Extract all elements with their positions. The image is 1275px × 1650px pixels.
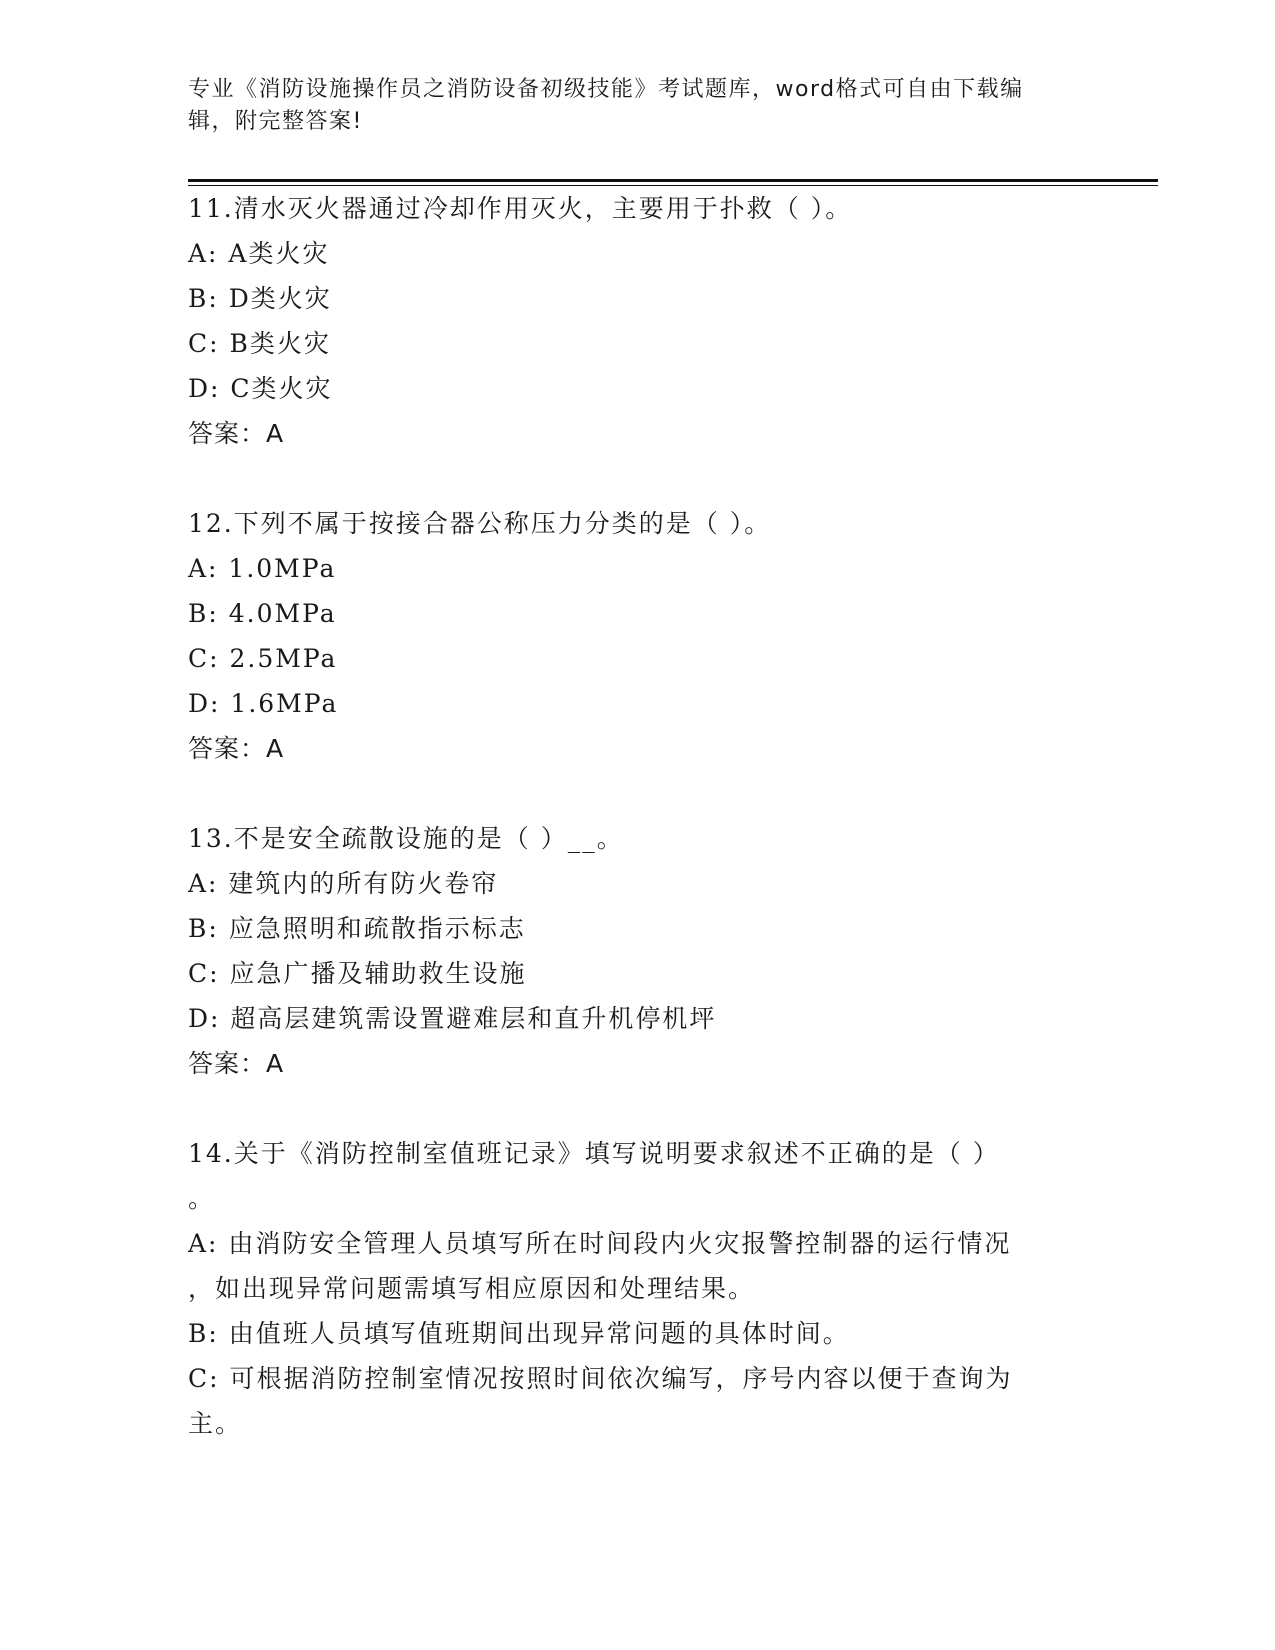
question-14-option-b: B: 由值班人员填写值班期间出现异常问题的具体时间。 <box>188 1319 850 1348</box>
question-13-option-d: D: 超高层建筑需设置避难层和直升机停机坪 <box>188 1004 717 1033</box>
question-14-option-a-line1: A: 由消防安全管理人员填写所在时间段内火灾报警控制器的运行情况 <box>188 1229 1012 1258</box>
question-12-option-c: C: 2.5MPa <box>188 644 338 673</box>
question-14-stem-line2: 。 <box>188 1184 216 1213</box>
question-14-option-a-line2: ，如出现异常问题需填写相应原因和处理结果。 <box>188 1274 756 1303</box>
question-14-option-c-line1: C: 可根据消防控制室情况按照时间依次编写，序号内容以便于查询为 <box>188 1364 1013 1393</box>
question-11-option-d: D: C类火灾 <box>188 374 333 403</box>
question-14-option-c-line2: 主。 <box>188 1409 243 1438</box>
question-11-stem: 11.清水灭火器通过冷却作用灭火，主要用于扑救（ ）。 <box>188 194 853 223</box>
question-11-option-a: A: A类火灾 <box>188 239 330 268</box>
question-14-stem-line1: 14.关于《消防控制室值班记录》填写说明要求叙述不正确的是（ ） <box>188 1139 1000 1168</box>
question-13-option-a: A: 建筑内的所有防火卷帘 <box>188 869 499 898</box>
question-13-option-b: B: 应急照明和疏散指示标志 <box>188 914 526 943</box>
question-11-answer: 答案：A <box>188 419 285 448</box>
question-12-answer: 答案：A <box>188 734 285 763</box>
question-12-option-b: B: 4.0MPa <box>188 599 337 628</box>
question-13-answer: 答案：A <box>188 1049 285 1078</box>
question-12-option-d: D: 1.6MPa <box>188 689 339 718</box>
question-11-option-b: B: D类火灾 <box>188 284 332 313</box>
document-intro: 专业《消防设施操作员之消防设备初级技能》考试题库，word格式可自由下载编辑，附完整答案! <box>188 77 1024 134</box>
question-12-stem: 12.下列不属于按接合器公称压力分类的是（ ）。 <box>188 509 772 538</box>
question-13-option-c: C: 应急广播及辅助救生设施 <box>188 959 527 988</box>
question-11-option-c: C: B类火灾 <box>188 329 331 358</box>
question-12-option-a: A: 1.0MPa <box>188 554 337 583</box>
header-divider-thick <box>188 179 1158 182</box>
question-13-stem: 13.不是安全疏散设施的是（ ）__。 <box>188 824 624 853</box>
